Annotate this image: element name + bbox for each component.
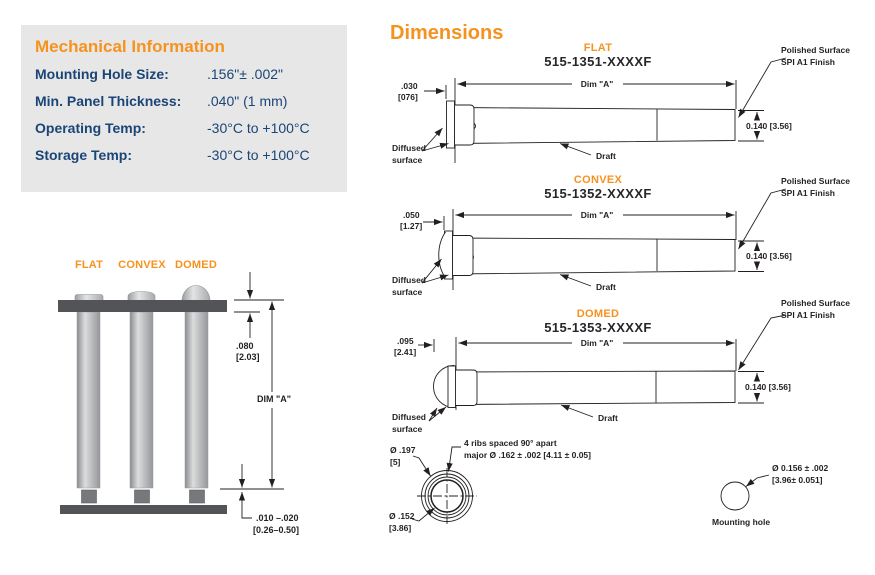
domed-draft-label: Draft — [598, 413, 618, 423]
domed-part-number: 515-1353-XXXXF — [544, 320, 652, 335]
cross-section-ribs-note2: major Ø .162 ± .002 [4.11 ± 0.05] — [464, 450, 591, 460]
convex-polished-line2: SPI A1 Finish — [781, 188, 836, 198]
mounting-hole-drawing — [721, 475, 769, 510]
convex-polished-line1: Polished Surface — [781, 176, 850, 186]
pipes-render — [58, 272, 284, 518]
fig-protrusion-dim: .080 — [236, 341, 254, 351]
domed-polished-line2: SPI A1 Finish — [781, 310, 836, 320]
convex-diffused-line1: Diffused — [392, 275, 426, 285]
cross-section-outer-dia-mm: [5] — [390, 457, 401, 467]
mounting-hole-dia: Ø 0.156 ± .002 — [772, 463, 829, 473]
info-label-mounting-hole: Mounting Hole Size: — [35, 66, 169, 82]
flat-part-number: 515-1351-XXXXF — [544, 54, 652, 69]
mounting-hole-dia-mm: [3.96± 0.051] — [772, 475, 823, 485]
domed-front-dim-mm: [2.41] — [394, 347, 417, 357]
convex-dim-a-label: Dim "A" — [580, 210, 614, 220]
fig-dim-a-label: DIM "A" — [257, 394, 292, 404]
info-label-operating-temp: Operating Temp: — [35, 120, 146, 136]
flat-view-title: FLAT — [583, 42, 613, 54]
convex-tip-dim: 0.140 [3.56] — [746, 251, 792, 261]
flat-polished-line1: Polished Surface — [781, 45, 850, 55]
domed-view-title: DOMED — [576, 308, 620, 320]
flat-tip-dim: 0.140 [3.56] — [746, 121, 792, 131]
convex-view-title: CONVEX — [573, 174, 623, 186]
domed-diffused-line2: surface — [392, 424, 423, 434]
fig-label-domed: DOMED — [175, 259, 217, 271]
info-label-storage-temp: Storage Temp: — [35, 147, 132, 163]
convex-diffused-line2: surface — [392, 287, 423, 297]
convex-part-number: 515-1352-XXXXF — [544, 186, 652, 201]
convex-draft-label: Draft — [596, 282, 616, 292]
mechanical-info-box — [21, 25, 347, 192]
flat-diffused-line2: surface — [392, 155, 423, 165]
cross-section-inner-dia: Ø .152 — [389, 511, 415, 521]
flat-draft-label: Draft — [596, 151, 616, 161]
fig-label-flat: FLAT — [74, 259, 104, 271]
convex-profile-drawing — [422, 189, 786, 290]
cross-section-outer-dia: Ø .197 — [390, 445, 416, 455]
fig-clearance-dim-mm: [0.26–0.50] — [253, 525, 300, 535]
mechanical-info-title: Mechanical Information — [35, 37, 225, 56]
flat-diffused-line1: Diffused — [392, 143, 426, 153]
fig-protrusion-dim-mm: [2.03] — [236, 352, 260, 362]
info-value-mounting-hole: .156"± .002" — [207, 66, 284, 82]
info-value-storage-temp: -30°C to +100°C — [207, 147, 310, 163]
convex-front-dim-mm: [1.27] — [400, 221, 423, 231]
cross-section-inner-dia-mm: [3.86] — [389, 523, 412, 533]
domed-tip-dim: 0.140 [3.56] — [745, 382, 791, 392]
convex-front-dim: .050 — [403, 210, 420, 220]
flat-front-dim-mm: [076] — [398, 92, 418, 102]
cross-section-ribs-note1: 4 ribs spaced 90° apart — [464, 438, 557, 448]
fig-label-convex: CONVEX — [118, 259, 166, 271]
flat-polished-line2: SPI A1 Finish — [781, 57, 836, 67]
domed-front-dim: .095 — [397, 336, 414, 346]
info-value-panel-thickness: .040" (1 mm) — [207, 93, 288, 109]
flat-dim-a-label: Dim "A" — [580, 79, 614, 89]
mounting-hole-label: Mounting hole — [712, 517, 771, 527]
dimensions-heading: Dimensions — [390, 22, 504, 44]
domed-dim-a-label: Dim "A" — [580, 338, 614, 348]
domed-diffused-line1: Diffused — [392, 412, 426, 422]
flat-profile-drawing — [422, 58, 786, 163]
fig-clearance-dim: .010 –.020 — [256, 513, 299, 523]
info-value-operating-temp: -30°C to +100°C — [207, 120, 310, 136]
domed-polished-line1: Polished Surface — [781, 298, 850, 308]
flat-front-dim: .030 — [401, 81, 418, 91]
info-label-panel-thickness: Min. Panel Thickness: — [35, 93, 182, 109]
